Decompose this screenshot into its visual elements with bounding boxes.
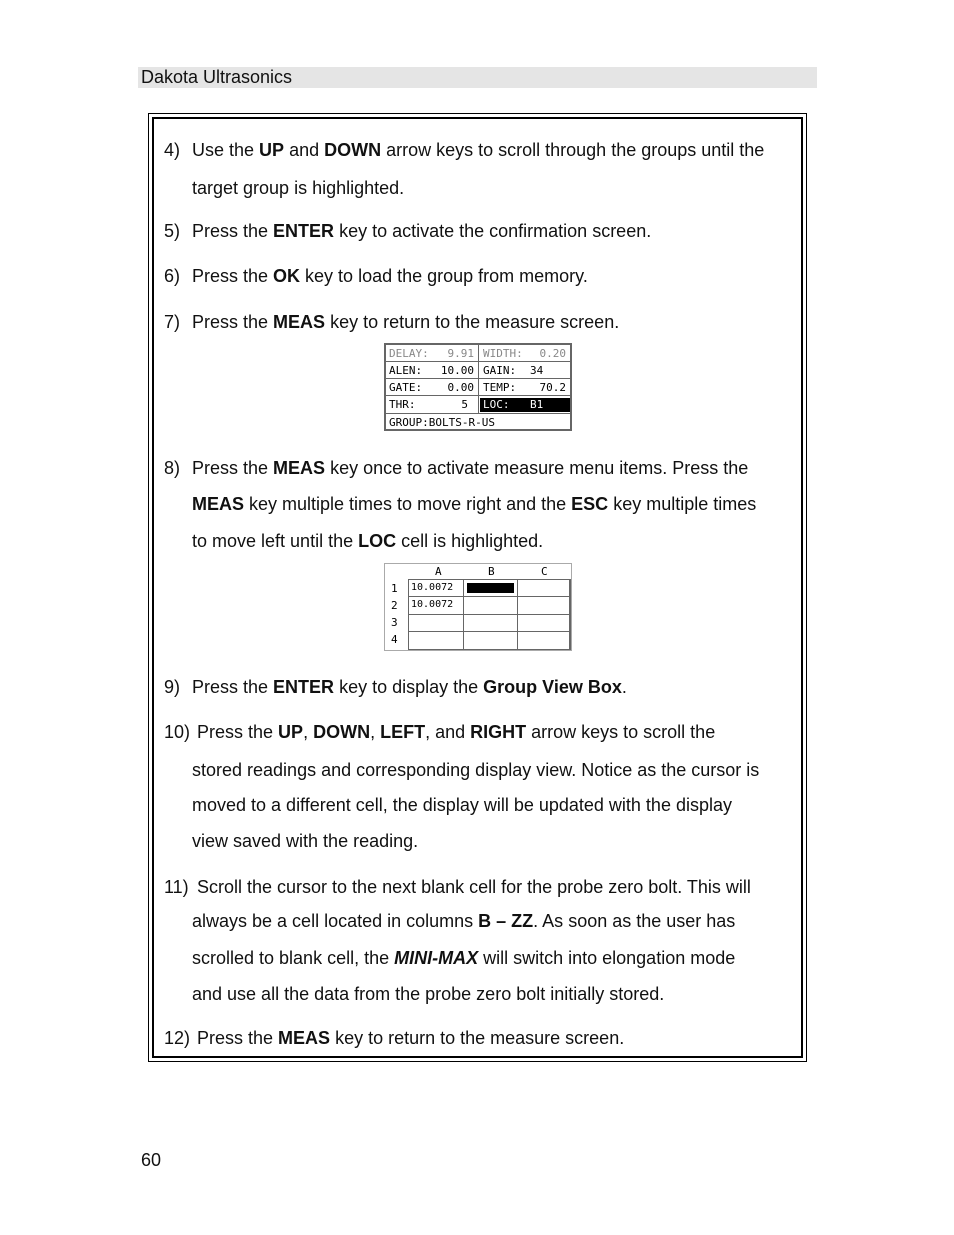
grid-cell-c3 (518, 615, 570, 632)
step-11-line-3: scrolled to blank cell, the MINI-MAX will switch into elongation mode (192, 948, 736, 968)
step-10-line-4: view saved with the reading. (192, 831, 419, 851)
step-number: 11) (164, 877, 189, 897)
delay-cell: DELAY: 9.91 (386, 345, 479, 362)
step-number: 7) (164, 312, 181, 332)
key-down: DOWN (324, 140, 382, 160)
grid-cell-a1: 10.0072 (409, 580, 464, 597)
column-header: C (541, 565, 548, 578)
row-header: 2 (391, 599, 398, 612)
grid-cell-a4 (409, 632, 464, 649)
step-11-line-4: and use all the data from the probe zero bolt initially stored. (192, 984, 665, 1004)
grid-cell-b2 (464, 597, 518, 615)
grid-cell-c2 (518, 597, 570, 615)
page-number: 60 (141, 1150, 162, 1170)
step-8: 8) Press the MEAS key once to activate measure menu items. Press the (164, 458, 749, 478)
step-6: 6) Press the OK key to load the group from memory. (164, 266, 588, 286)
group-view-grid-figure (384, 563, 572, 651)
step-10-line-3: moved to a different cell, the display will be updated with the display (192, 795, 732, 815)
cursor-highlight (467, 583, 514, 593)
readings-grid (408, 579, 571, 650)
grid-cell-a3 (409, 615, 464, 632)
step-5: 5) Press the ENTER key to activate the confirmation screen. (164, 221, 652, 241)
loc-cell-highlighted: LOC: B1 (480, 398, 570, 412)
step-number: 12) (164, 1028, 191, 1048)
step-4-line-2: target group is highlighted. (192, 178, 405, 198)
width-cell: WIDTH: 0.20 (483, 347, 566, 360)
grid-cell-c1 (518, 580, 570, 597)
step-number: 4) (164, 140, 181, 160)
key-meas: MEAS (273, 312, 326, 332)
row-header: 1 (391, 582, 398, 595)
gate-cell: GATE: 0.00 (386, 379, 479, 396)
key-down: DOWN (313, 722, 371, 742)
row-header: 4 (391, 633, 398, 646)
group-name-cell: GROUP:BOLTS-R-US (386, 413, 570, 430)
step-9: 9) Press the ENTER key to display the Group View Box. (164, 677, 627, 697)
key-up: UP (278, 722, 304, 742)
key-loc: LOC (358, 531, 397, 551)
step-number: 10) (164, 722, 191, 742)
step-10-line-2: stored readings and corresponding display view. Notice as the cursor is (192, 760, 760, 780)
step-number: 8) (164, 458, 181, 478)
column-header: A (435, 565, 442, 578)
step-8-line-3: to move left until the LOC cell is highlighted. (192, 531, 544, 551)
key-meas: MEAS (278, 1028, 331, 1048)
product-name: MINI-MAX (394, 948, 479, 968)
grid-cell-b3 (464, 615, 518, 632)
key-esc: ESC (571, 494, 609, 514)
key-meas: MEAS (192, 494, 245, 514)
key-meas: MEAS (273, 458, 326, 478)
alen-cell: ALEN: 10.00 (386, 362, 479, 379)
row-header: 3 (391, 616, 398, 629)
thr-cell: THR: 5 (386, 396, 479, 413)
header-title: Dakota Ultrasonics (141, 67, 293, 87)
grid-cell-b1-selected (464, 580, 518, 597)
step-4: 4) Use the UP and DOWN arrow keys to scroll through the groups until the (164, 140, 765, 160)
temp-cell: TEMP: 70.2 (483, 381, 566, 394)
key-up: UP (259, 140, 285, 160)
step-number: 5) (164, 221, 181, 241)
key-right: RIGHT (470, 722, 527, 742)
running-header (138, 67, 817, 88)
key-ok: OK (273, 266, 301, 286)
column-header: B (488, 565, 495, 578)
step-10: 10) Press the UP, DOWN, LEFT, and RIGHT arrow keys to scroll the (164, 722, 716, 742)
gain-cell: GAIN: 34 (483, 364, 544, 377)
step-11-line-2: always be a cell located in columns B – ZZ. As soon as the user has (192, 911, 736, 931)
group-view-box-term: Group View Box (483, 677, 622, 697)
column-range: B – ZZ (478, 911, 534, 931)
step-number: 6) (164, 266, 181, 286)
key-enter: ENTER (273, 677, 335, 697)
step-8-line-2: MEAS key multiple times to move right and the ESC key multiple times (192, 494, 757, 514)
grid-cell-b4 (464, 632, 518, 649)
key-left: LEFT (380, 722, 426, 742)
key-enter: ENTER (273, 221, 335, 241)
step-number: 9) (164, 677, 181, 697)
step-11: 11) Scroll the cursor to the next blank cell for the probe zero bolt. This will (164, 877, 751, 897)
step-12: 12) Press the MEAS key to return to the measure screen. (164, 1028, 625, 1048)
grid-cell-a2: 10.0072 (409, 597, 464, 615)
step-7: 7) Press the MEAS key to return to the measure screen. (164, 312, 620, 332)
grid-cell-c4 (518, 632, 570, 649)
measure-screen-figure (384, 343, 572, 431)
